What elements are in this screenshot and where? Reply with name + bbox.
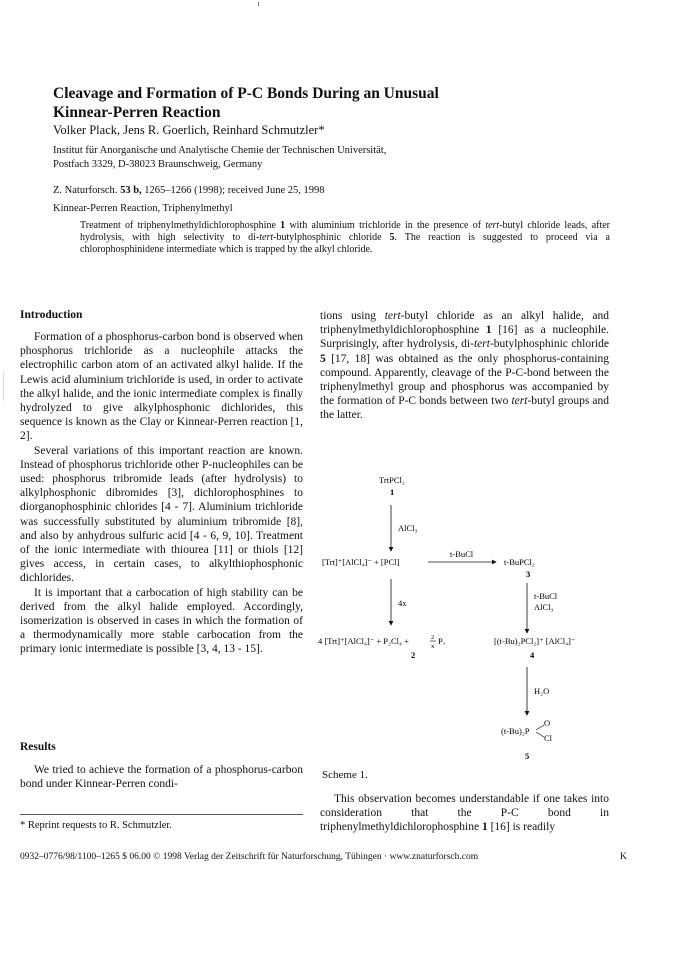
keywords: Kinnear-Perren Reaction, Triphenylmethyl — [53, 203, 233, 214]
affiliation-line: Institut für Anorganische und Analytische Chemie der Technischen Universität, — [53, 145, 387, 156]
abstract — [80, 220, 610, 256]
text: -butyl chloride as an alkyl halide, and triphenylmethyldichlorophosphine — [320, 310, 609, 337]
reagent-alcl3: AlCl₃ — [534, 602, 554, 612]
reagent-tbucl: t-BuCl — [450, 549, 474, 559]
reagent-h2o: H₂O — [534, 686, 550, 696]
compound-number: 5 — [320, 352, 326, 365]
reagent-4x: 4x — [398, 598, 407, 608]
text: [16] is readily — [490, 821, 556, 834]
paragraph — [320, 792, 609, 835]
text: [16] as a nucleophile. Surprisingly, after hydrolysis, di- — [320, 324, 609, 351]
scan-mark — [3, 371, 4, 401]
journal-name: Z. Naturforsch. — [53, 185, 118, 196]
affiliation-line: Postfach 3329, D-38023 Braunschweig, Germany — [53, 158, 263, 170]
authors: Volker Plack, Jens R. Goerlich, Reinhard Schmutzler* — [53, 123, 325, 137]
journal-pages: 1265–1266 (1998); received June 25, 1998 — [144, 185, 325, 196]
fraction-denominator: x — [431, 643, 435, 650]
reagent-tbucl: t-BuCl — [534, 591, 558, 601]
compound-number: 5 — [389, 232, 395, 243]
abstract-text: -butyl chloride leads, after hydrolysis, with high selectivity to di- — [80, 220, 611, 243]
affiliation — [53, 144, 613, 171]
products: 4 [Trt]⁺[AlCl₄]⁻ + P₂Cl₄ + — [318, 636, 409, 646]
compound-number: 1 — [481, 821, 488, 834]
atom-cl: Cl — [544, 733, 553, 743]
abstract-text: -butylphosphinic chloride — [273, 232, 382, 243]
abstract-text: . The reaction is suggested to proceed via a chlorophosphinidene intermediate which is trapped by the alkyl chloride. — [80, 232, 610, 255]
compound-number: 5 — [525, 751, 530, 761]
title-line: Cleavage and Formation of P-C Bonds During an Unusual — [53, 85, 439, 102]
compound-tbupcl2: t-BuPCl₂ — [504, 557, 535, 567]
footnote-rule — [20, 814, 303, 815]
results-body — [20, 763, 303, 791]
compound-number: 1 — [280, 220, 286, 231]
reagent-alcl3: AlCl₃ — [398, 523, 418, 533]
text: -butyl groups and the latter. — [320, 395, 609, 422]
text: This observation becomes understandable if one takes into consideration that the P-C bond in triphenylmethyldichlorophosphine — [320, 793, 609, 834]
journal-citation — [53, 185, 325, 196]
phosphorus-px: Pₓ — [438, 636, 446, 646]
italic-text: tert — [511, 395, 528, 408]
scheme-caption: Scheme 1. — [322, 769, 368, 781]
text: -butylphosphinic chloride — [489, 338, 609, 351]
page-letter: K — [620, 852, 627, 862]
right-column-body — [320, 792, 609, 835]
compound-number: 3 — [526, 569, 531, 579]
right-column-body — [320, 309, 609, 423]
abstract-text: with aluminium trichloride in the presence of — [289, 220, 482, 231]
abstract-text: Treatment of triphenylmethyldichlorophosphine — [80, 220, 276, 231]
scan-mark — [258, 2, 259, 6]
paragraph — [320, 309, 609, 423]
section-heading: Introduction — [20, 309, 83, 321]
title-line: Kinnear-Perren Reaction — [53, 104, 221, 121]
product-5: (t-Bu)₂P — [501, 726, 530, 736]
section-heading: Results — [20, 741, 56, 753]
paragraph: Formation of a phosphorus-carbon bond is observed when phosphorus trichloride as a nucleophile attacks the electrophilic carbon atom of an activated alkyl halide. If the Lewis acid aluminium trichloride is used, in order to activate the alkyl halide, and the ionic intermediate complex is finally hydrolyzed to give alkylphosphonic dichlorides, this sequence is known as the Clay or Kinnear-Perren reaction [1, 2]. — [20, 331, 303, 443]
fraction-numerator: 2 — [431, 634, 435, 641]
italic-text: tert — [259, 232, 274, 243]
reaction-scheme — [318, 475, 618, 765]
paragraph: It is important that a carbocation of high stability can be derived from the alkyl halide employed. Accordingly, isomerization is observed in cases in which the formation of a thermodynamically more stable carbocation from the primary ionic intermediate is possible [3, 4, 13 - 15]. — [20, 586, 303, 656]
compound-number: 4 — [530, 650, 535, 660]
bond-line — [536, 725, 544, 730]
paragraph: We tried to achieve the formation of a phosphorus-carbon bond under Kinnear-Perren condi- — [20, 764, 303, 791]
compound-number: 2 — [411, 650, 416, 660]
salt-4: [(t-Bu)₂PCl₂]⁺ [AlCl₄]⁻ — [494, 636, 576, 646]
italic-text: tert — [473, 338, 490, 351]
compound-trtpcl2: TrtPCl₂ — [379, 475, 405, 485]
bond-line — [536, 732, 544, 737]
paragraph: Several variations of this important reaction are known. Instead of phosphorus trichloride other P-nucleophiles can be used: phosphorus tribromide leads (after hydrolysis) to alkylphosphonic dibromides [3], dichlorophosphines to diorganophosphinic chlorides [4 - 7]. Aluminium trichloride was successfully substituted by aluminium tribromide [8], and also by anhydrous sulfuric acid [4 - 6, 9, 10]. Treatment of the ionic intermediate with thiourea [11] or thiols [12] gives access, in certain cases, to alkylthiophosphonic dichlorides. — [20, 444, 303, 585]
compound-number: 1 — [390, 487, 395, 497]
publisher-line: 0932–0776/98/1100–1265 $ 06.00 © 1998 Verlag der Zeitschrift für Naturforschung, Tübingen · www.znaturforsch.com — [20, 852, 479, 862]
journal-volume: 53 b, — [120, 185, 142, 196]
intro-body — [20, 330, 303, 657]
italic-text: tert — [384, 310, 401, 322]
article-title — [53, 84, 613, 122]
footnote: * Reprint requests to R. Schmutzler. — [20, 820, 172, 831]
text: tions using — [320, 310, 376, 322]
italic-text: tert — [485, 220, 500, 231]
atom-o: O — [544, 718, 551, 728]
compound-number: 1 — [485, 324, 492, 337]
text: [17, 18] was obtained as the only phosphorus-containing compound. Apparently, cleavage of the P-C-bond between the triphenylmethyl group and phosphorus was accompanied by the formation of P-C bonds between two — [320, 352, 609, 408]
intermediate: [Trt]⁺[AlCl₄]⁻ + [PCl] — [322, 557, 400, 567]
